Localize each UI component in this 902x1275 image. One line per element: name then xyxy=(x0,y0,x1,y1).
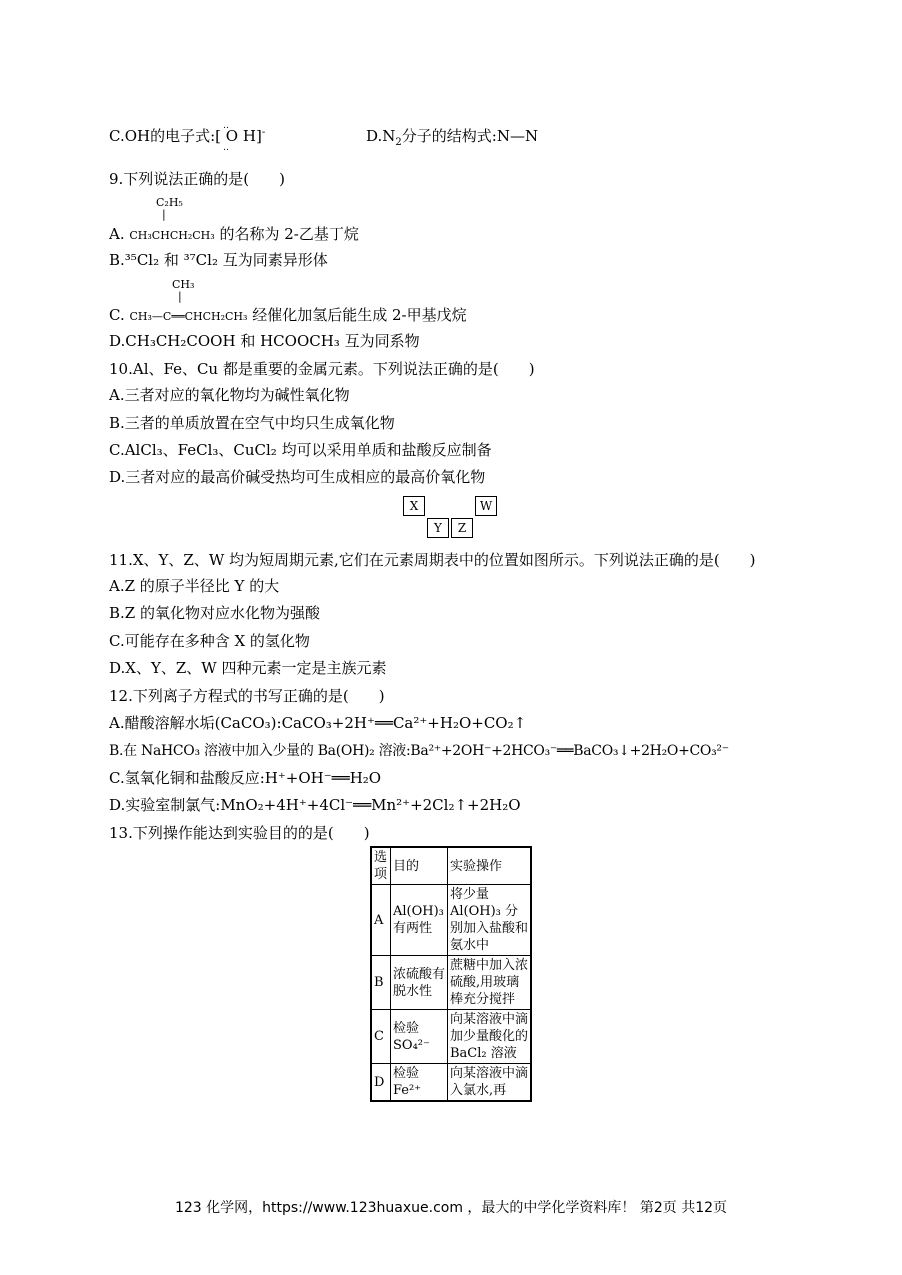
q9-a-bond: | xyxy=(162,208,166,221)
header-option: 选项 xyxy=(371,847,391,885)
header-purpose: 目的 xyxy=(391,847,448,885)
q10-option-a: A.三者对应的氧化物均为碱性氧化物 xyxy=(109,386,350,404)
table-row xyxy=(371,1064,531,1102)
row-purpose: Al(OH)₃ 有两性 xyxy=(391,885,448,956)
q9-c-bond: | xyxy=(178,290,182,303)
page-footer: 123 化学网，https://www.123huaxue.com ，最大的中学化学资料库！ 第2页 共12页 xyxy=(174,1200,728,1216)
table-row xyxy=(371,1010,531,1064)
cell-w: W xyxy=(475,496,497,516)
row-operation: 蔗糖中加入浓硫酸,用玻璃棒充分搅拌 xyxy=(448,956,532,1010)
q12-option-a: A.醋酸溶解水垢(CaCO₃):CaCO₃+2H⁺══Ca²⁺+H₂O+CO₂↑ xyxy=(109,714,527,732)
cell-y: Y xyxy=(427,518,449,538)
row-option: C xyxy=(371,1010,391,1064)
q11-title: 11.X、Y、Z、W 均为短周期元素,它们在元素周期表中的位置如图所示。下列说法正确的是( ) xyxy=(109,551,756,569)
q11-option-d: D.X、Y、Z、W 四种元素一定是主族元素 xyxy=(109,659,387,677)
row-option: D xyxy=(371,1064,391,1102)
q11-option-c: C.可能存在多种含 X 的氢化物 xyxy=(109,632,310,650)
q11-option-b: B.Z 的氧化物对应水化物为强酸 xyxy=(109,604,320,622)
cell-z: Z xyxy=(451,518,473,538)
q8-option-d: $D.N_2$分子的结构式:N—N xyxy=(366,127,539,148)
q12-title: 12.下列离子方程式的书写正确的是( ) xyxy=(109,687,385,705)
q10-title: 10.Al、Fe、Cu 都是重要的金属元素。下列说法正确的是( ) xyxy=(109,360,535,378)
row-option: B xyxy=(371,956,391,1010)
table-header-row xyxy=(371,847,531,885)
q8-option-c: C.OH的电子式:[ ‥ O ‥ H]- xyxy=(109,121,266,153)
q10-option-c: C.AlCl₃、FeCl₃、CuCl₂ 均可以采用单质和盐酸反应制备 xyxy=(109,441,492,459)
row-purpose: 浓硫酸有脱水性 xyxy=(391,956,448,1010)
cell-x: X xyxy=(403,496,425,516)
q9-title: 9.下列说法正确的是( ) xyxy=(109,170,286,188)
table-row xyxy=(371,956,531,1010)
row-option: A xyxy=(371,885,391,956)
row-operation: 向某溶液中滴加少量酸化的 BaCl₂ 溶液 xyxy=(448,1010,532,1064)
q9-option-c: C. CH₃—C══CHCH₂CH₃ 经催化加氢后能生成 2-甲基戊烷 xyxy=(109,306,467,324)
row-operation: 向某溶液中滴入氯水,再 xyxy=(448,1064,532,1102)
q9-option-d: D.CH₃CH₂COOH 和 HCOOCH₃ 互为同系物 xyxy=(109,332,420,350)
table-row xyxy=(371,885,531,956)
q12-option-c: C.氢氧化铜和盐酸反应:H⁺+OH⁻══H₂O xyxy=(109,769,382,787)
q9-option-b: B.³⁵Cl₂ 和 ³⁷Cl₂ 互为同素异形体 xyxy=(109,251,328,269)
q10-option-d: D.三者对应的最高价碱受热均可生成相应的最高价氧化物 xyxy=(109,468,486,486)
q9-a-struct-top: C₂H₅ xyxy=(156,196,183,209)
header-operation: 实验操作 xyxy=(448,847,532,885)
q12-option-b: B.在 NaHCO₃ 溶液中加入少量的 Ba(OH)₂ 溶液:Ba²⁺+2OH⁻+2HCO₃⁻══BaCO₃↓+2H₂O+CO₃²⁻ xyxy=(109,743,729,759)
q9-option-a: A. CH₃CHCH₂CH₃ 的名称为 2-乙基丁烷 xyxy=(109,225,359,243)
q9-c-struct-top: CH₃ xyxy=(172,278,195,291)
q12-option-d: D.实验室制氯气:MnO₂+4H⁺+4Cl⁻══Mn²⁺+2Cl₂↑+2H₂O xyxy=(109,796,521,814)
experiment-table xyxy=(370,846,532,1102)
q10-option-b: B.三者的单质放置在空气中均只生成氧化物 xyxy=(109,414,395,432)
q11-option-a: A.Z 的原子半径比 Y 的大 xyxy=(109,577,280,595)
row-purpose: 检验 SO₄²⁻ xyxy=(391,1010,448,1064)
row-purpose: 检验 Fe²⁺ xyxy=(391,1064,448,1102)
q13-title: 13.下列操作能达到实验目的的是( ) xyxy=(109,824,370,842)
row-operation: 将少量 Al(OH)₃ 分别加入盐酸和氨水中 xyxy=(448,885,532,956)
